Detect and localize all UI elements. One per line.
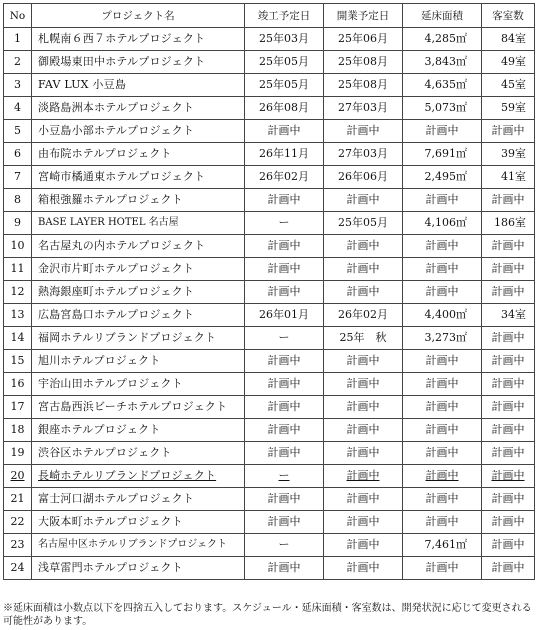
cell-project-name: 福岡ホテルリブランドプロジェクト — [32, 327, 245, 350]
table-row — [4, 281, 535, 304]
cell-no: 18 — [4, 419, 32, 442]
cell-completion-date: 26年11月 — [245, 143, 324, 166]
cell-opening-date: 25年 秋 — [324, 327, 403, 350]
table-row — [4, 350, 535, 373]
cell-completion-date: 計画中 — [245, 442, 324, 465]
cell-floor-area: 4,635㎡ — [403, 74, 482, 97]
cell-floor-area: 計画中 — [403, 120, 482, 143]
table-body — [4, 28, 535, 580]
cell-no: 3 — [4, 74, 32, 97]
cell-room-count: 計画中 — [482, 419, 535, 442]
cell-completion-date: 計画中 — [245, 488, 324, 511]
cell-no: 23 — [4, 534, 32, 557]
cell-project-name: 渋谷区ホテルプロジェクト — [32, 442, 245, 465]
table-row — [4, 74, 535, 97]
cell-opening-date: 計画中 — [324, 419, 403, 442]
cell-opening-date: 計画中 — [324, 465, 403, 488]
cell-opening-date: 27年03月 — [324, 143, 403, 166]
cell-room-count: 59室 — [482, 97, 535, 120]
cell-opening-date: 25年08月 — [324, 51, 403, 74]
cell-opening-date: 25年08月 — [324, 74, 403, 97]
cell-completion-date: 計画中 — [245, 350, 324, 373]
header-no: No — [4, 4, 32, 28]
header-project-name: プロジェクト名 — [32, 4, 245, 28]
cell-room-count: 41室 — [482, 166, 535, 189]
cell-no: 12 — [4, 281, 32, 304]
cell-completion-date: 26年02月 — [245, 166, 324, 189]
cell-room-count: 計画中 — [482, 465, 535, 488]
cell-no: 24 — [4, 557, 32, 580]
cell-opening-date: 計画中 — [324, 120, 403, 143]
table-row — [4, 304, 535, 327]
cell-floor-area: 7,691㎡ — [403, 143, 482, 166]
cell-room-count: 84室 — [482, 28, 535, 51]
cell-no: 13 — [4, 304, 32, 327]
cell-room-count: 計画中 — [482, 488, 535, 511]
cell-room-count: 計画中 — [482, 442, 535, 465]
cell-room-count: 計画中 — [482, 396, 535, 419]
cell-project-name: 富士河口湖ホテルプロジェクト — [32, 488, 245, 511]
cell-room-count: 計画中 — [482, 258, 535, 281]
header-floor-area: 延床面積 — [403, 4, 482, 28]
table-row — [4, 327, 535, 350]
cell-floor-area: 計画中 — [403, 419, 482, 442]
cell-project-name: 名古屋中区ホテルリブランドプロジェクト — [32, 534, 245, 557]
cell-opening-date: 計画中 — [324, 235, 403, 258]
cell-project-name: 熱海銀座町ホテルプロジェクト — [32, 281, 245, 304]
cell-project-name: 浅草雷門ホテルプロジェクト — [32, 557, 245, 580]
cell-project-name: 長崎ホテルリブランドプロジェクト — [32, 465, 245, 488]
cell-room-count: 計画中 — [482, 120, 535, 143]
table-row — [4, 442, 535, 465]
cell-no: 10 — [4, 235, 32, 258]
cell-room-count: 45室 — [482, 74, 535, 97]
table-row — [4, 488, 535, 511]
cell-room-count: 計画中 — [482, 557, 535, 580]
cell-completion-date: 25年05月 — [245, 74, 324, 97]
cell-floor-area: 4,285㎡ — [403, 28, 482, 51]
cell-room-count: 計画中 — [482, 235, 535, 258]
cell-room-count: 186室 — [482, 212, 535, 235]
cell-floor-area: 計画中 — [403, 350, 482, 373]
cell-floor-area: 計画中 — [403, 189, 482, 212]
cell-completion-date: 計画中 — [245, 120, 324, 143]
cell-completion-date: 26年01月 — [245, 304, 324, 327]
cell-project-name: 広島宮島口ホテルプロジェクト — [32, 304, 245, 327]
cell-completion-date: ー — [245, 327, 324, 350]
table-row — [4, 97, 535, 120]
cell-project-name: 箱根強羅ホテルプロジェクト — [32, 189, 245, 212]
cell-project-name: 金沢市片町ホテルプロジェクト — [32, 258, 245, 281]
cell-floor-area: 計画中 — [403, 557, 482, 580]
footnote: ※延床面積は小数点以下を四捨五入しております。スケジュール・延床面積・客室数は、開発状況に応じて変更される可能性があります。 — [3, 603, 532, 627]
cell-opening-date: 計画中 — [324, 442, 403, 465]
cell-floor-area: 計画中 — [403, 281, 482, 304]
cell-project-name: 宇治山田ホテルプロジェクト — [32, 373, 245, 396]
table-row — [4, 258, 535, 281]
cell-no: 2 — [4, 51, 32, 74]
table-row — [4, 235, 535, 258]
table-row — [4, 51, 535, 74]
cell-project-name: BASE LAYER HOTEL 名古屋 — [32, 212, 245, 235]
table-header-row — [4, 4, 535, 28]
cell-floor-area: 5,073㎡ — [403, 97, 482, 120]
cell-opening-date: 計画中 — [324, 396, 403, 419]
cell-opening-date: 26年06月 — [324, 166, 403, 189]
table-row — [4, 557, 535, 580]
cell-project-name: FAV LUX 小豆島 — [32, 74, 245, 97]
cell-completion-date: 25年05月 — [245, 51, 324, 74]
table-row — [4, 212, 535, 235]
table-row — [4, 189, 535, 212]
cell-opening-date: 計画中 — [324, 189, 403, 212]
cell-project-name: 宮古島西浜ビーチホテルプロジェクト — [32, 396, 245, 419]
cell-room-count: 39室 — [482, 143, 535, 166]
hotel-project-table — [3, 3, 535, 580]
cell-completion-date: 計画中 — [245, 557, 324, 580]
cell-project-name: 大阪本町ホテルプロジェクト — [32, 511, 245, 534]
cell-completion-date: ー — [245, 465, 324, 488]
cell-no: 20 — [4, 465, 32, 488]
table-row — [4, 465, 535, 488]
cell-room-count: 計画中 — [482, 189, 535, 212]
cell-room-count: 計画中 — [482, 534, 535, 557]
cell-floor-area: 4,400㎡ — [403, 304, 482, 327]
cell-opening-date: 27年03月 — [324, 97, 403, 120]
cell-room-count: 計画中 — [482, 373, 535, 396]
cell-floor-area: 3,273㎡ — [403, 327, 482, 350]
cell-no: 15 — [4, 350, 32, 373]
cell-completion-date: 計画中 — [245, 258, 324, 281]
table-row — [4, 534, 535, 557]
cell-no: 14 — [4, 327, 32, 350]
cell-project-name: 御殿場東田中ホテルプロジェクト — [32, 51, 245, 74]
cell-floor-area: 計画中 — [403, 258, 482, 281]
cell-opening-date: 計画中 — [324, 350, 403, 373]
cell-completion-date: 計画中 — [245, 373, 324, 396]
table-row — [4, 143, 535, 166]
cell-no: 5 — [4, 120, 32, 143]
cell-completion-date: 計画中 — [245, 235, 324, 258]
cell-opening-date: 計画中 — [324, 281, 403, 304]
cell-opening-date: 計画中 — [324, 373, 403, 396]
cell-no: 16 — [4, 373, 32, 396]
cell-opening-date: 25年06月 — [324, 28, 403, 51]
cell-project-name: 旭川ホテルプロジェクト — [32, 350, 245, 373]
cell-project-name: 銀座ホテルプロジェクト — [32, 419, 245, 442]
cell-project-name: 由布院ホテルプロジェクト — [32, 143, 245, 166]
cell-no: 6 — [4, 143, 32, 166]
cell-floor-area: 計画中 — [403, 373, 482, 396]
cell-floor-area: 2,495㎡ — [403, 166, 482, 189]
cell-room-count: 49室 — [482, 51, 535, 74]
cell-floor-area: 計画中 — [403, 235, 482, 258]
cell-room-count: 34室 — [482, 304, 535, 327]
cell-floor-area: 計画中 — [403, 396, 482, 419]
cell-completion-date: 計画中 — [245, 419, 324, 442]
cell-completion-date: 25年03月 — [245, 28, 324, 51]
cell-opening-date: 計画中 — [324, 511, 403, 534]
cell-room-count: 計画中 — [482, 511, 535, 534]
cell-opening-date: 計画中 — [324, 557, 403, 580]
cell-floor-area: 7,461㎡ — [403, 534, 482, 557]
cell-no: 9 — [4, 212, 32, 235]
cell-opening-date: 計画中 — [324, 258, 403, 281]
cell-no: 21 — [4, 488, 32, 511]
table-row — [4, 28, 535, 51]
cell-floor-area: 3,843㎡ — [403, 51, 482, 74]
cell-opening-date: 計画中 — [324, 534, 403, 557]
cell-completion-date: ー — [245, 534, 324, 557]
cell-floor-area: 計画中 — [403, 465, 482, 488]
cell-opening-date: 計画中 — [324, 488, 403, 511]
cell-project-name: 札幌南６西７ホテルプロジェクト — [32, 28, 245, 51]
cell-floor-area: 計画中 — [403, 488, 482, 511]
cell-no: 7 — [4, 166, 32, 189]
table-row — [4, 419, 535, 442]
cell-no: 8 — [4, 189, 32, 212]
cell-project-name: 淡路島洲本ホテルプロジェクト — [32, 97, 245, 120]
cell-no: 4 — [4, 97, 32, 120]
cell-no: 11 — [4, 258, 32, 281]
cell-no: 1 — [4, 28, 32, 51]
cell-room-count: 計画中 — [482, 281, 535, 304]
cell-completion-date: 計画中 — [245, 281, 324, 304]
cell-no: 19 — [4, 442, 32, 465]
header-room-count: 客室数 — [482, 4, 535, 28]
cell-completion-date: 26年08月 — [245, 97, 324, 120]
cell-floor-area: 計画中 — [403, 511, 482, 534]
cell-completion-date: 計画中 — [245, 511, 324, 534]
cell-project-name: 名古屋丸の内ホテルプロジェクト — [32, 235, 245, 258]
header-completion-date: 竣工予定日 — [245, 4, 324, 28]
cell-no: 22 — [4, 511, 32, 534]
cell-completion-date: ー — [245, 212, 324, 235]
cell-room-count: 計画中 — [482, 350, 535, 373]
cell-opening-date: 26年02月 — [324, 304, 403, 327]
cell-no: 17 — [4, 396, 32, 419]
table-row — [4, 120, 535, 143]
cell-completion-date: 計画中 — [245, 396, 324, 419]
cell-project-name: 小豆島小部ホテルプロジェクト — [32, 120, 245, 143]
cell-project-name: 宮崎市橘通東ホテルプロジェクト — [32, 166, 245, 189]
header-opening-date: 開業予定日 — [324, 4, 403, 28]
table-row — [4, 511, 535, 534]
table-row — [4, 396, 535, 419]
cell-room-count: 計画中 — [482, 327, 535, 350]
table-row — [4, 166, 535, 189]
cell-completion-date: 計画中 — [245, 189, 324, 212]
table-row — [4, 373, 535, 396]
cell-floor-area: 計画中 — [403, 442, 482, 465]
cell-opening-date: 25年05月 — [324, 212, 403, 235]
cell-floor-area: 4,106㎡ — [403, 212, 482, 235]
